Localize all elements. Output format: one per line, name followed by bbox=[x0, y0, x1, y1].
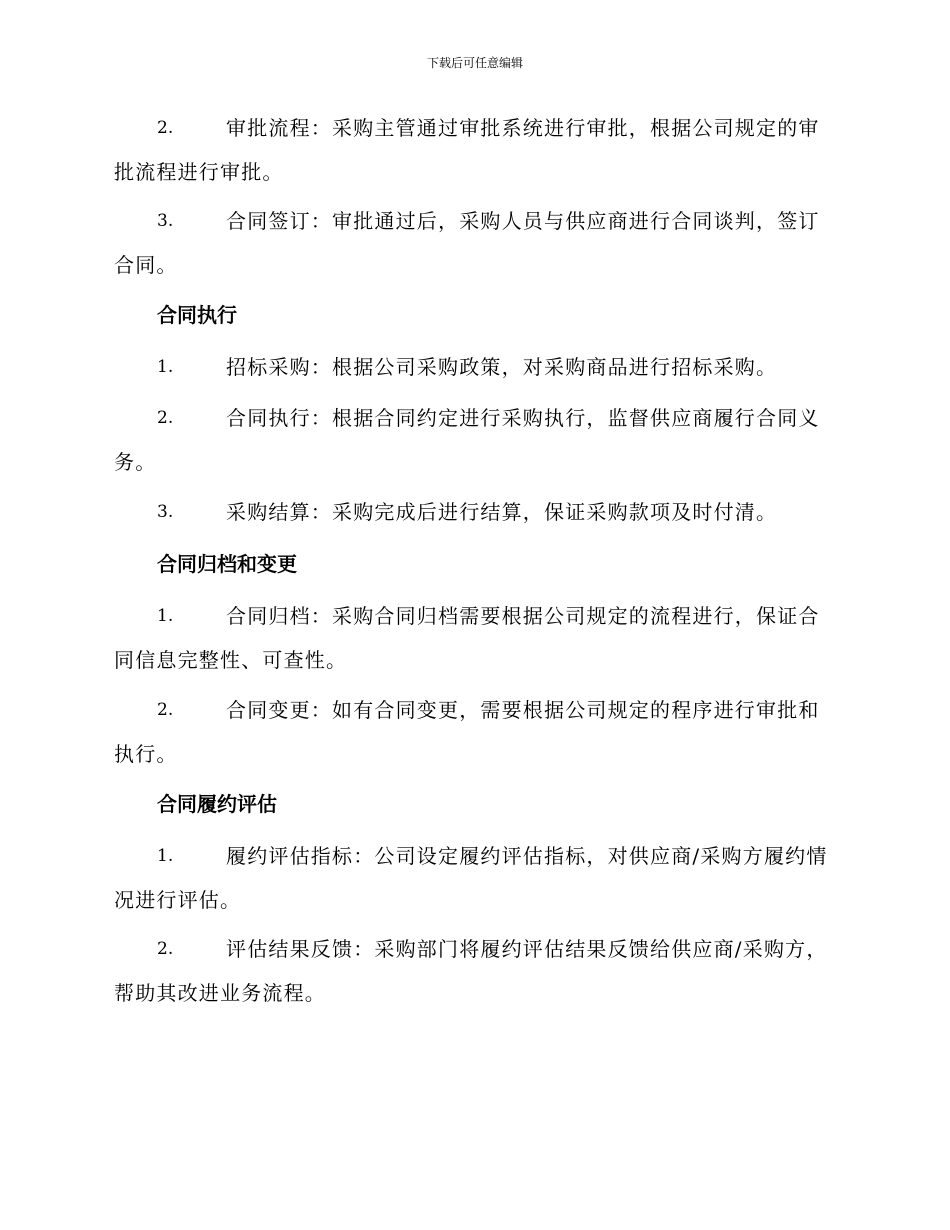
item-number: 2. bbox=[157, 408, 174, 428]
item-number: 1. bbox=[157, 606, 174, 626]
item-number: 3. bbox=[157, 211, 174, 231]
item-text: 评估结果反馈：采购部门将履约评估结果反馈给供应商/采购方，帮助其改进业务流程。 bbox=[114, 937, 828, 1005]
item-text: 合同变更：如有合同变更，需要根据公司规定的程序进行审批和执行。 bbox=[114, 698, 820, 766]
list-item bbox=[114, 199, 834, 287]
section-heading: 合同履约评估 bbox=[157, 792, 277, 816]
item-text: 审批流程：采购主管通过审批系统进行审批，根据公司规定的审批流程进行审批。 bbox=[114, 116, 820, 184]
item-number: 2. bbox=[157, 939, 174, 959]
section-heading: 合同归档和变更 bbox=[157, 552, 297, 576]
section-heading: 合同执行 bbox=[157, 303, 237, 327]
item-text: 履约评估指标：公司设定履约评估指标，对供应商/采购方履约情况进行评估。 bbox=[114, 844, 828, 912]
item-number: 2. bbox=[157, 700, 174, 720]
list-item bbox=[114, 594, 834, 682]
list-item bbox=[114, 490, 834, 534]
list-item bbox=[114, 927, 834, 1015]
item-number: 3. bbox=[157, 502, 174, 522]
list-item bbox=[114, 396, 834, 484]
item-text: 采购结算：采购完成后进行结算，保证采购款项及时付清。 bbox=[226, 500, 778, 524]
item-text: 招标采购：根据公司采购政策，对采购商品进行招标采购。 bbox=[226, 355, 778, 379]
item-text: 合同执行：根据合同约定进行采购执行，监督供应商履行合同义务。 bbox=[114, 406, 820, 474]
list-item bbox=[114, 345, 834, 389]
item-number: 1. bbox=[157, 357, 174, 377]
list-item bbox=[114, 834, 834, 922]
item-text: 合同归档：采购合同归档需要根据公司规定的流程进行，保证合同信息完整性、可查性。 bbox=[114, 604, 820, 672]
page-header: 下载后可任意编辑 bbox=[426, 56, 523, 70]
item-number: 1. bbox=[157, 846, 174, 866]
item-text: 合同签订：审批通过后，采购人员与供应商进行合同谈判，签订合同。 bbox=[114, 209, 820, 277]
item-number: 2. bbox=[157, 118, 174, 138]
list-item bbox=[114, 106, 834, 194]
list-item bbox=[114, 688, 834, 776]
